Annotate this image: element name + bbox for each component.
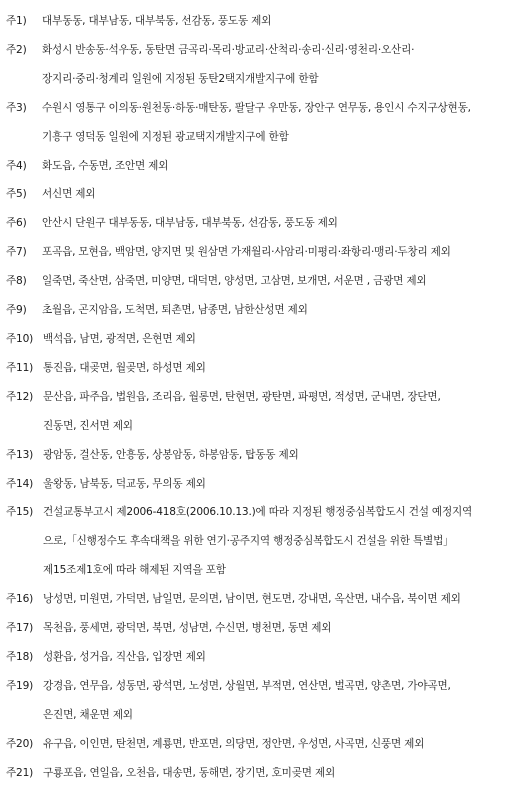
footnote-text-line: 장지리·중리·청계리 일원에 지정된 동탄2택지개발지구에 한함 <box>42 72 319 85</box>
footnote-text-line: 백석읍, 남면, 광적면, 은현면 제외 <box>43 332 196 345</box>
footnote-marker: 주1) <box>6 15 27 27</box>
footnote-item <box>6 585 511 614</box>
footnote-text-line: 은진면, 채운면 제외 <box>43 708 133 721</box>
footnote-text-line: 포곡읍, 모현읍, 백암면, 양지면 및 원삼면 가재월리·사암리·미평리·좌항리·맹리·두창리 제외 <box>42 246 451 259</box>
footnote-item <box>6 441 511 470</box>
footnote-text-line: 화성시 반송동·석우동, 동탄면 금곡리·목리·방교리·산척리·송리·신리·영천리·오산리· <box>42 43 415 56</box>
footnote-item <box>6 614 511 643</box>
footnote-item <box>6 209 511 238</box>
footnote-marker: 주10) <box>6 332 34 345</box>
footnote-text-line: 구룡포읍, 연일읍, 오천읍, 대송면, 동해면, 장기면, 호미곶면 제외 <box>43 766 336 779</box>
footnote-item <box>6 296 511 325</box>
footnote-item <box>6 672 511 730</box>
footnote-marker: 주8) <box>6 275 27 288</box>
footnote-item <box>6 267 511 296</box>
footnote-text-line: 성환읍, 성거읍, 직산읍, 입장면 제외 <box>43 650 206 663</box>
footnote-text-line: 제15조제1호에 따라 해제된 지역을 포함 <box>43 564 226 577</box>
footnote-text-line: 진동면, 진서면 제외 <box>43 419 133 432</box>
footnote-item <box>6 354 511 383</box>
footnote-text-line: 대부동동, 대부남동, 대부북동, 선감동, 풍도동 제외 <box>42 15 272 27</box>
footnote-text-line: 유구읍, 이인면, 탄천면, 계룡면, 반포면, 의당면, 정안면, 우성면, 사곡면, 신풍면 제외 <box>43 737 425 750</box>
footnote-marker: 주7) <box>6 246 27 259</box>
footnote-marker: 주17) <box>6 622 34 635</box>
footnote-item <box>6 94 511 152</box>
footnote-item <box>6 238 511 267</box>
footnote-marker: 주6) <box>6 217 27 230</box>
footnote-text-line: 통진읍, 대곶면, 월곶면, 하성면 제외 <box>43 361 206 374</box>
footnote-text-line: 수원시 영통구 이의동·원천동·하동·매탄동, 팔달구 우만동, 장안구 연무동, 용인시 수지구상현동, <box>42 101 471 114</box>
footnote-text-line: 강경읍, 연무읍, 성동면, 광석면, 노성면, 상월면, 부적면, 연산면, 벌곡면, 양촌면, 가야곡면, <box>43 679 451 692</box>
footnote-item <box>6 643 511 672</box>
footnote-marker: 주12) <box>6 390 34 403</box>
footnote-text-line: 울왕동, 남북동, 덕교동, 무의동 제외 <box>43 477 206 490</box>
footnote-item <box>6 759 511 787</box>
footnote-marker: 주9) <box>6 304 27 317</box>
footnote-marker: 주2) <box>6 43 27 56</box>
footnote-marker: 주3) <box>6 101 27 114</box>
footnote-text-line: 문산읍, 파주읍, 법원읍, 조리읍, 월롱면, 탄현면, 광탄면, 파평면, 적성면, 군내면, 장단면, <box>43 390 441 403</box>
footnote-marker: 주18) <box>6 650 34 663</box>
footnote-item <box>6 152 511 181</box>
footnote-item <box>6 730 511 759</box>
footnote-marker: 주4) <box>6 159 27 172</box>
footnote-marker: 주13) <box>6 448 34 461</box>
footnote-item <box>6 383 511 441</box>
footnote-marker: 주14) <box>6 477 34 490</box>
footnote-item <box>6 36 511 94</box>
footnote-text-line: 광암동, 걸산동, 안흥동, 상봉암동, 하봉암동, 탑동동 제외 <box>43 448 299 461</box>
footnote-text-line: 건설교통부고시 제2006-418호(2006.10.13.)에 따라 지정된 행정중심복합도시 건설 예정지역 <box>43 506 473 519</box>
footnote-marker: 주15) <box>6 506 34 519</box>
footnote-marker: 주5) <box>6 188 27 201</box>
footnote-text-line: 화도읍, 수동면, 조안면 제외 <box>42 159 169 172</box>
footnote-text-line: 낭성면, 미원면, 가덕면, 남일면, 문의면, 남이면, 현도면, 강내면, 옥산면, 내수읍, 북이면 제외 <box>43 593 461 606</box>
footnote-text-line: 초월읍, 곤지암읍, 도척면, 퇴촌면, 남종면, 남한산성면 제외 <box>42 304 308 317</box>
footnote-text-line: 으로,「신행정수도 후속대책을 위한 연기·공주지역 행정중심복합도시 건설을 위한 특별법」 <box>43 535 454 548</box>
footnote-marker: 주20) <box>6 737 34 750</box>
footnote-marker: 주19) <box>6 679 34 692</box>
footnote-item <box>6 180 511 209</box>
footnote-marker: 주21) <box>6 766 34 779</box>
footnote-item <box>6 498 511 585</box>
footnote-marker: 주16) <box>6 593 34 606</box>
footnote-item <box>6 325 511 354</box>
footnote-text-line: 기흥구 영덕동 일원에 지정된 광교택지개발지구에 한함 <box>42 130 289 143</box>
footnote-text-line: 안산시 단원구 대부동동, 대부남동, 대부북동, 선감동, 풍도동 제외 <box>42 217 338 230</box>
footnote-marker: 주11) <box>6 361 34 374</box>
footnote-text-line: 일죽면, 죽산면, 삼죽면, 미양면, 대덕면, 양성면, 고삼면, 보개면, 서운면 , 금광면 제외 <box>42 275 427 288</box>
footnote-item <box>6 7 511 36</box>
footnote-item <box>6 470 511 499</box>
footnote-text-line: 목천읍, 풍세면, 광덕면, 북면, 성남면, 수신면, 병천면, 동면 제외 <box>43 622 332 635</box>
footnote-text-line: 서신면 제외 <box>42 188 96 201</box>
footnote-list <box>6 7 511 787</box>
